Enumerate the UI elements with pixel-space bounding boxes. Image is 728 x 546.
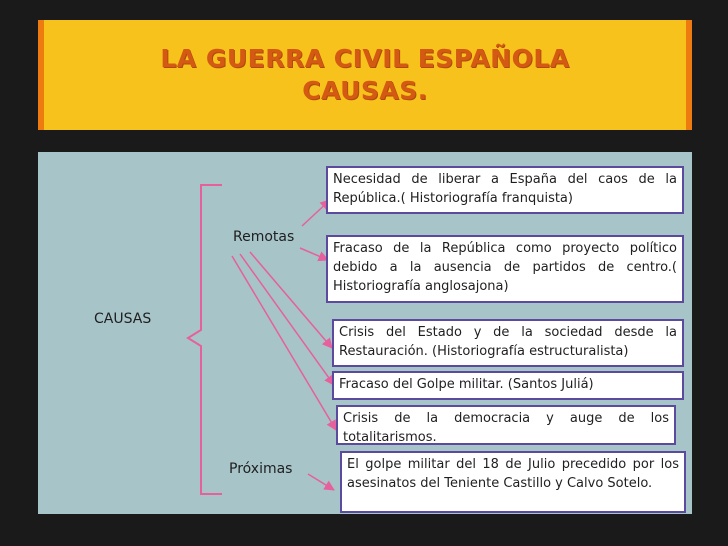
cause-box-3: Crisis del Estado y de la sociedad desde la Restauración. (Historiografía estructuralista): [332, 319, 684, 367]
cause-box-2: Fracaso de la República como proyecto político debido a la ausencia de partidos de centro.( Historiografía anglosajona): [326, 235, 684, 303]
proximate-causes-label: Próximas: [229, 461, 293, 477]
arrow-to-box-5: [232, 256, 336, 430]
arrow-to-box-3: [250, 252, 332, 348]
arrow-to-box-2: [300, 248, 328, 260]
arrow-to-box-6: [308, 474, 334, 490]
slide-title: LA GUERRA CIVIL ESPAÑOLA: [160, 44, 570, 73]
cause-box-5: Crisis de la democracia y auge de los totalitarismos.: [336, 405, 676, 445]
causes-label: CAUSAS: [94, 311, 152, 327]
cause-box-1: Necesidad de liberar a España del caos de la República.( Historiografía franquista): [326, 166, 684, 214]
arrow-to-box-4: [240, 254, 334, 385]
slide-subtitle: CAUSAS.: [302, 76, 428, 105]
cause-box-6: El golpe militar del 18 de Julio precedido por los asesinatos del Teniente Castillo y Calvo Sotelo.: [340, 451, 686, 513]
remote-causes-label: Remotas: [233, 229, 295, 245]
cause-box-4: Fracaso del Golpe militar. (Santos Juliá): [332, 371, 684, 400]
causes-brace: [188, 185, 222, 494]
